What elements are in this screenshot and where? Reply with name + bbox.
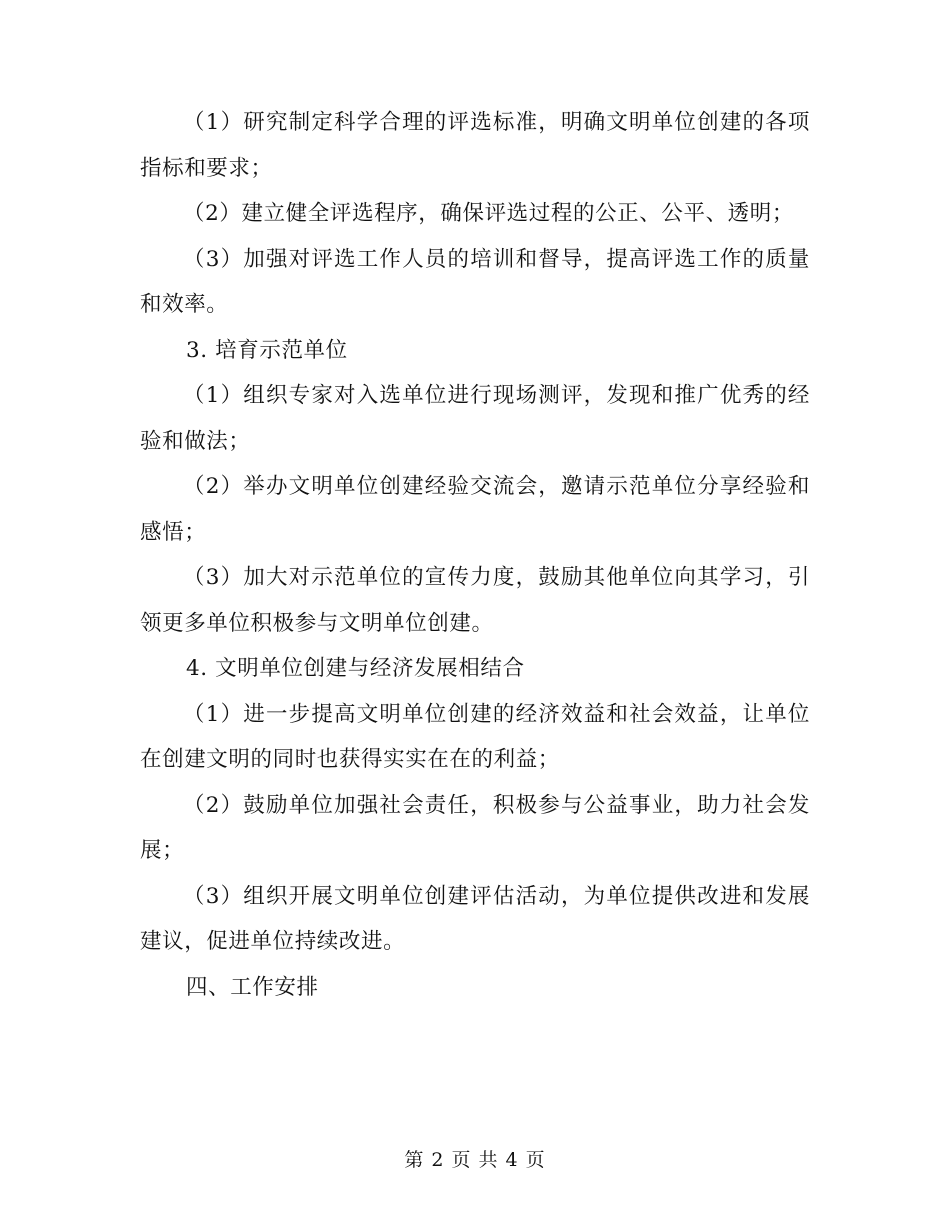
list-item: （1）组织专家对入选单位进行现场测评，发现和推广优秀的经验和做法； xyxy=(140,383,810,454)
list-item: （1）进一步提高文明单位创建的经济效益和社会效益，让单位在创建文明的同时也获得实实在在的利益； xyxy=(140,701,810,772)
list-item: （2）建立健全评选程序，确保评选过程的公正、公平、透明； xyxy=(183,201,794,226)
list-item: （2）鼓励单位加强社会责任，积极参与公益事业，助力社会发展； xyxy=(140,792,810,863)
list-item: （1）研究制定科学合理的评选标准，明确文明单位创建的各项指标和要求； xyxy=(140,110,810,181)
list-item: （3）加强对评选工作人员的培训和督导，提高评选工作的质量和效率。 xyxy=(140,246,810,317)
chapter-heading: 四、工作安排 xyxy=(186,974,319,1000)
section-heading: 4. 文明单位创建与经济发展相结合 xyxy=(186,656,525,681)
list-item: （3）加大对示范单位的宣传力度，鼓励其他单位向其学习，引领更多单位积极参与文明单位创建。 xyxy=(140,565,810,636)
section-heading: 3. 培育示范单位 xyxy=(186,337,348,363)
document-body xyxy=(140,100,810,1010)
list-item: （3）组织开展文明单位创建评估活动，为单位提供改进和发展建议，促进单位持续改进。 xyxy=(140,883,810,954)
page-number-footer: 第 2 页 共 4 页 xyxy=(404,1149,546,1171)
list-item: （2）举办文明单位创建经验交流会，邀请示范单位分享经验和感悟； xyxy=(140,474,810,545)
